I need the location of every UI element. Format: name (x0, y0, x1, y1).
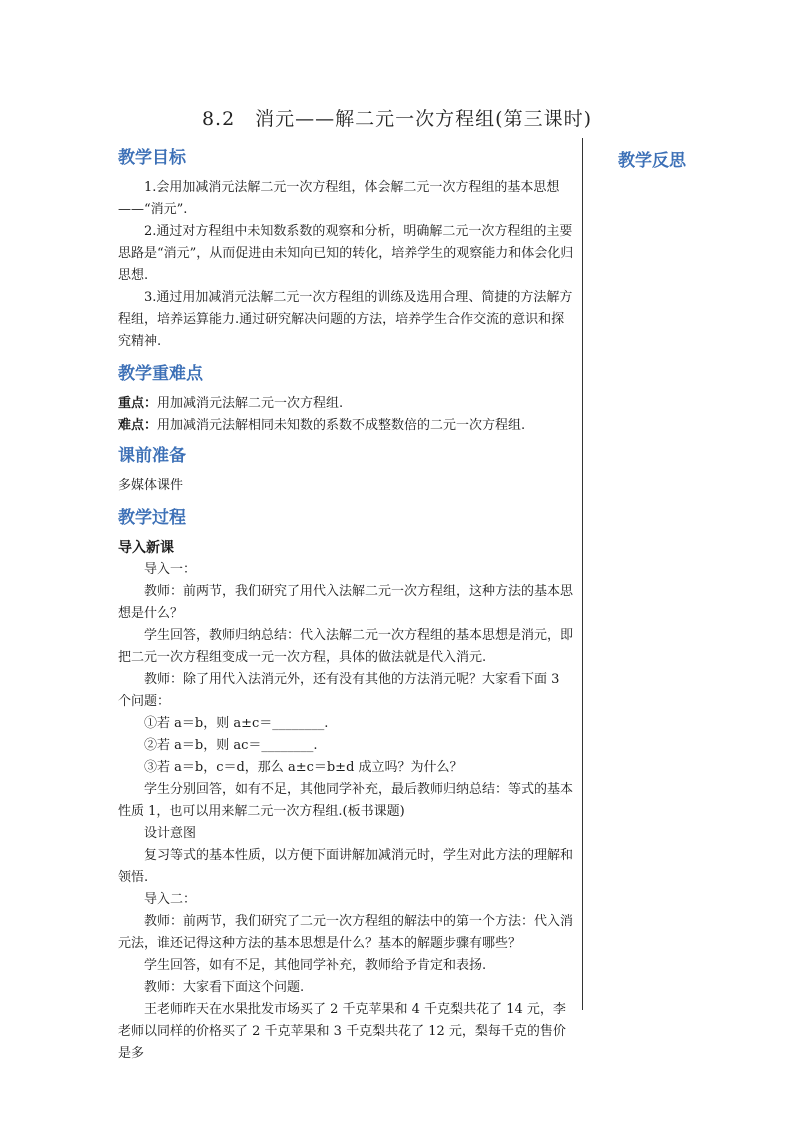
key-point (118, 393, 576, 415)
question-item: ①若 a＝b，则 a±c＝________. (144, 716, 329, 731)
process-para: 复习等式的基本性质，以方便下面讲解加减消元时，学生对此方法的理解和领悟. (118, 848, 574, 885)
intro-subheading: 导入新课 (118, 540, 174, 556)
difficult-point-text: 用加减消元法解相同未知数的系数不成整数倍的二元一次方程组. (157, 418, 526, 433)
process-para: 教师：大家看下面这个问题. (144, 980, 305, 995)
goals-heading: 教学目标 (118, 148, 186, 168)
question-item: ②若 a＝b，则 ac＝________. (144, 738, 318, 753)
main-column (118, 145, 576, 1065)
prep-text: 多媒体课件 (118, 478, 184, 493)
column-divider (582, 138, 583, 1010)
process-para: 王老师昨天在水果批发市场买了 2 千克苹果和 4 千克梨共花了 14 元，李老师以同样的价格买了 2 千克苹果和 3 千克梨共花了 12 元，梨每千克的售价是多 (118, 1002, 566, 1061)
process-para: 教师：前两节，我们研究了用代入法解二元一次方程组，这种方法的基本思想是什么？ (118, 584, 574, 621)
difficult-point-label: 难点： (118, 418, 158, 433)
prep-heading: 课前准备 (118, 446, 186, 466)
key-point-text: 用加减消元法解二元一次方程组. (157, 396, 344, 411)
goal-item-1: 1.会用加减消元法解二元一次方程组，体会解二元一次方程组的基本思想——“消元”. (118, 180, 560, 217)
process-para: 教师：前两节，我们研究了二元一次方程组的解法中的第一个方法：代入消元法，谁还记得这种方法的基本思想是什么？基本的解题步骤有哪些？ (118, 914, 574, 951)
goal-item-2: 2.通过对方程组中未知数系数的观察和分析，明确解二元一次方程组的主要思路是“消元”，从而促进由未知向已知的转化，培养学生的观察能力和体会化归思想. (118, 224, 574, 283)
process-para: 导入一： (144, 562, 197, 577)
goal-item-3: 3.通过用加减消元法解二元一次方程组的训练及选用合理、简捷的方法解方程组，培养运算能力.通过研究解决问题的方法，培养学生合作交流的意识和探究精神. (118, 290, 573, 349)
question-item: ③若 a＝b，c＝d，那么 a±c＝b±d 成立吗？为什么？ (144, 760, 463, 775)
process-para: 学生分别回答，如有不足，其他同学补充，最后教师归纳总结：等式的基本性质 1，也可以用来解二元一次方程组.(板书课题) (118, 782, 574, 819)
key-point-label: 重点： (118, 396, 158, 411)
process-para: 导入二： (144, 892, 197, 907)
difficult-point (118, 415, 576, 437)
design-intent-label: 设计意图 (144, 826, 197, 841)
process-para: 教师：除了用代入法消元外，还有没有其他的方法消元呢？大家看下面 3 个问题： (118, 672, 560, 709)
process-para: 学生回答，如有不足，其他同学补充，教师给予肯定和表扬. (144, 958, 487, 973)
process-heading: 教学过程 (118, 508, 186, 528)
key-points-heading: 教学重难点 (118, 364, 203, 384)
process-para: 学生回答，教师归纳总结：代入法解二元一次方程组的基本思想是消元，即把二元一次方程组变成一元一次方程，具体的做法就是代入消元. (118, 628, 574, 665)
page-title: 8.2 消元——解二元一次方程组(第三课时) (201, 108, 593, 130)
reflection-heading: 教学反思 (618, 151, 686, 171)
